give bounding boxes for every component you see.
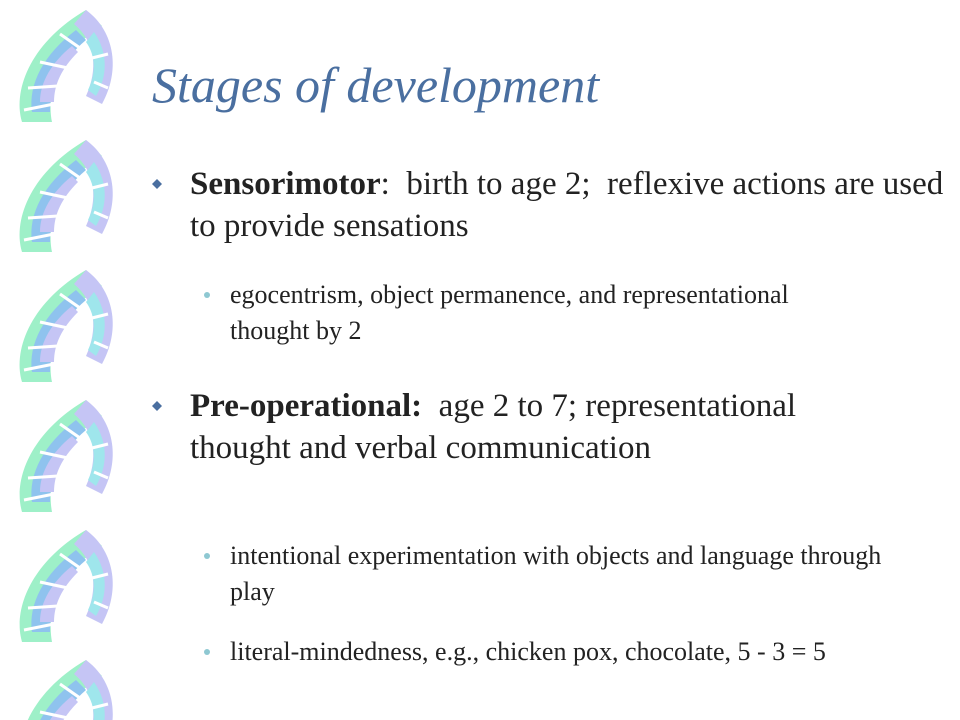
subitem-text: literal-mindedness, e.g., chicken pox, chocolate, 5 - 3 = 5	[230, 637, 826, 666]
bullet-sensorimotor	[152, 163, 952, 247]
bullet-pre-operational	[152, 385, 830, 469]
dot-bullet-icon	[204, 553, 210, 559]
bullet-text: birth to age 2; reflexive actions are used to provide sensations	[190, 166, 952, 244]
dot-bullet-icon	[204, 292, 210, 298]
bullet-punct: :	[380, 166, 390, 202]
subitem-text: egocentrism, object permanence, and representational thought by 2	[230, 280, 789, 345]
dot-bullet-icon	[204, 649, 210, 655]
slide-title: Stages of development	[152, 57, 600, 113]
subitem-text: intentional experimentation with objects and language through play	[230, 541, 882, 606]
bullet-term: Pre-operational:	[190, 388, 423, 424]
diamond-bullet-icon	[152, 179, 162, 189]
bullet-text: age 2 to 7; representational thought and verbal communication	[190, 388, 805, 466]
subitem-sensorimotor-1	[152, 277, 792, 349]
diamond-bullet-icon	[152, 401, 162, 411]
ribbon-border-decoration	[0, 0, 140, 720]
subitem-pre-operational-1	[152, 538, 912, 610]
bullet-term: Sensorimotor	[190, 166, 381, 202]
subitem-pre-operational-2	[152, 634, 912, 670]
